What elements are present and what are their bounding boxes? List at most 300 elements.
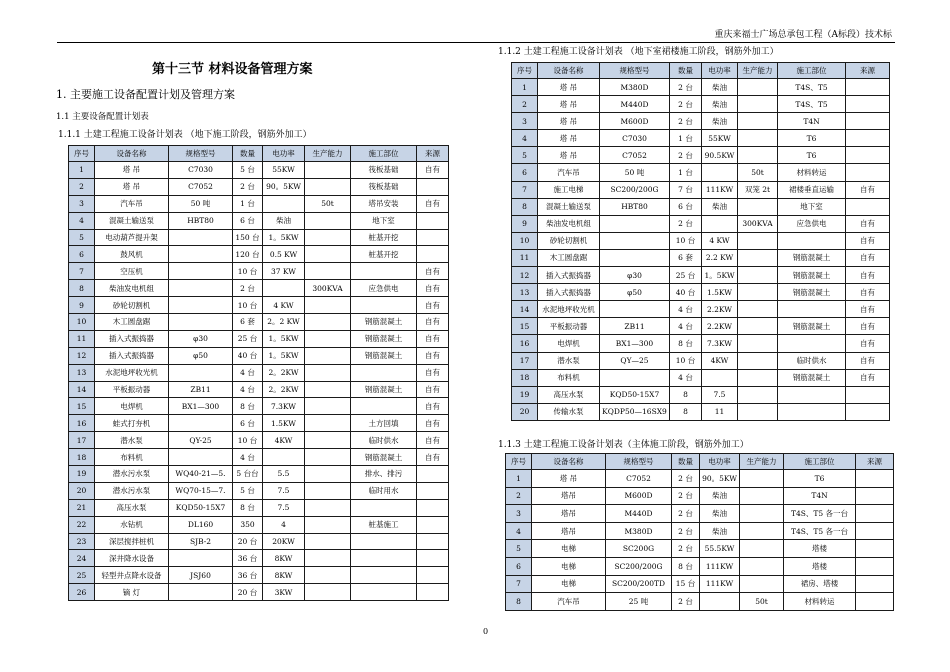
- table-cell: T4S、T5 各一台: [784, 522, 856, 540]
- table-cell: 50t: [740, 593, 784, 611]
- table-cell: 临时用水: [351, 482, 417, 499]
- table-cell: φ30: [600, 267, 670, 284]
- table-cell: ZB11: [169, 381, 233, 398]
- column-header: 设备名称: [95, 146, 169, 162]
- table-cell: [417, 550, 449, 567]
- table-cell: 钢筋混凝土: [778, 369, 846, 386]
- table-cell: 2: [69, 178, 95, 195]
- table-cell: 4 台: [670, 369, 702, 386]
- table-cell: [169, 449, 233, 466]
- table-cell: 8: [512, 198, 538, 215]
- table-cell: [305, 516, 351, 533]
- table-cell: [305, 178, 351, 195]
- table-cell: 11: [69, 330, 95, 347]
- table-cell: 50t: [738, 164, 778, 181]
- table-row: [69, 567, 449, 584]
- column-header: 序号: [506, 454, 532, 470]
- table-cell: [738, 369, 778, 386]
- table-cell: [417, 212, 449, 229]
- table-cell: 临时供水: [778, 352, 846, 369]
- table-cell: 5.5: [263, 466, 305, 483]
- table-cell: 10 台: [670, 352, 702, 369]
- equipment-table-podium: [511, 62, 890, 421]
- table-cell: 2 台: [670, 215, 702, 232]
- table-cell: 20: [69, 482, 95, 499]
- table-cell: 19: [69, 466, 95, 483]
- table-row: [506, 593, 894, 611]
- table-row: [506, 487, 894, 505]
- table-cell: 4: [69, 212, 95, 229]
- table-cell: 19: [512, 386, 538, 403]
- table-cell: 50 吨: [169, 195, 233, 212]
- table-cell: [351, 567, 417, 584]
- table-row: [69, 246, 449, 263]
- table-cell: C7052: [169, 178, 233, 195]
- table-cell: 排水、排污: [351, 466, 417, 483]
- column-header: 来源: [856, 454, 894, 470]
- table-cell: [738, 96, 778, 113]
- page-header: [0, 0, 950, 44]
- table-cell: 水钻机: [95, 516, 169, 533]
- table-cell: 4 KW: [263, 297, 305, 314]
- table-row: [69, 482, 449, 499]
- column-header: 来源: [846, 63, 890, 79]
- table-cell: 柴油发电机组: [95, 280, 169, 297]
- table-cell: 40 台: [233, 347, 263, 364]
- equipment-table-underground: [68, 145, 449, 601]
- table-cell: 塔楼: [784, 540, 856, 558]
- table-cell: 10 台: [233, 263, 263, 280]
- table-cell: 8KW: [263, 567, 305, 584]
- table-cell: [305, 314, 351, 331]
- table-cell: [740, 505, 784, 523]
- table-row: [69, 229, 449, 246]
- table-cell: 材料转运: [784, 593, 856, 611]
- table-cell: 电梯: [532, 575, 606, 593]
- table-cell: 4: [263, 516, 305, 533]
- table-cell: 6: [506, 557, 532, 575]
- table-cell: DL160: [169, 516, 233, 533]
- table-row: [512, 386, 890, 403]
- table-cell: [856, 540, 894, 558]
- table-cell: 水泥地坪收光机: [538, 301, 600, 318]
- table-cell: 26: [69, 584, 95, 601]
- table-cell: 2 台: [672, 522, 700, 540]
- table-cell: WQ40-21—5.: [169, 466, 233, 483]
- table-cell: 8: [506, 593, 532, 611]
- table-cell: 蛙式打夯机: [95, 415, 169, 432]
- table-cell: [305, 415, 351, 432]
- table-cell: 桩基开挖: [351, 246, 417, 263]
- table1-caption: 1.1.1 土建工程施工设备计划表 （地下施工阶段，钢筋外加工）: [58, 130, 312, 140]
- table-cell: 11: [702, 403, 738, 420]
- table-cell: 13: [69, 364, 95, 381]
- column-header: 设备名称: [532, 454, 606, 470]
- table-cell: 塔吊: [532, 505, 606, 523]
- table-cell: [417, 516, 449, 533]
- table-cell: 11: [512, 249, 538, 266]
- table-cell: 2 台: [670, 147, 702, 164]
- table-cell: [846, 147, 890, 164]
- table-cell: 8 台: [672, 557, 700, 575]
- table-row: [69, 499, 449, 516]
- table-cell: 16: [69, 415, 95, 432]
- table-cell: C7052: [606, 470, 672, 488]
- table-cell: 1: [69, 162, 95, 179]
- table-cell: 23: [69, 533, 95, 550]
- table-cell: 塔 吊: [538, 79, 600, 96]
- table-cell: 350: [233, 516, 263, 533]
- table-cell: [778, 335, 846, 352]
- table-cell: [740, 557, 784, 575]
- column-header: 设备名称: [538, 63, 600, 79]
- table-cell: 2 台: [672, 487, 700, 505]
- table-cell: 15: [69, 398, 95, 415]
- table-cell: 5 台: [233, 162, 263, 179]
- table-row: [69, 347, 449, 364]
- table-cell: 90.5KW: [702, 147, 738, 164]
- table-cell: [305, 449, 351, 466]
- table-cell: 2。2 KW: [263, 314, 305, 331]
- table-cell: 18: [512, 369, 538, 386]
- table-cell: 汽车吊: [532, 593, 606, 611]
- table-cell: 1。5KW: [263, 229, 305, 246]
- table-cell: T4S、T5 各一台: [784, 505, 856, 523]
- table-row: [69, 381, 449, 398]
- table-cell: C7030: [169, 162, 233, 179]
- table-cell: T6: [784, 470, 856, 488]
- column-header: 序号: [69, 146, 95, 162]
- table-row: [506, 522, 894, 540]
- table-cell: 材料转运: [778, 164, 846, 181]
- table-cell: [856, 575, 894, 593]
- table-cell: [738, 130, 778, 147]
- table-cell: 地下室: [778, 198, 846, 215]
- table-cell: 4: [512, 130, 538, 147]
- table-cell: 自有: [846, 369, 890, 386]
- table-cell: 自有: [417, 195, 449, 212]
- table-cell: KQDP50—16SX9: [600, 403, 670, 420]
- table-cell: 空压机: [95, 263, 169, 280]
- table-cell: 18: [69, 449, 95, 466]
- table-cell: 塔 吊: [95, 162, 169, 179]
- table-cell: 2.2 KW: [702, 249, 738, 266]
- table-row: [69, 212, 449, 229]
- table-cell: [740, 522, 784, 540]
- table-cell: 8KW: [263, 550, 305, 567]
- table-cell: [263, 449, 305, 466]
- table-cell: [305, 466, 351, 483]
- table-cell: 8: [670, 386, 702, 403]
- table-cell: 自有: [417, 449, 449, 466]
- table-cell: 6 套: [670, 249, 702, 266]
- table-cell: 木工圆盘踞: [538, 249, 600, 266]
- table-cell: [778, 301, 846, 318]
- column-header: 生产能力: [740, 454, 784, 470]
- table-cell: 潜水污水泵: [95, 466, 169, 483]
- table-cell: 镝 灯: [95, 584, 169, 601]
- table-cell: [600, 232, 670, 249]
- table-cell: [846, 403, 890, 420]
- table-row: [69, 415, 449, 432]
- table-cell: 120 台: [233, 246, 263, 263]
- table-cell: T6: [778, 130, 846, 147]
- table-cell: [417, 482, 449, 499]
- table-cell: [305, 482, 351, 499]
- table-cell: 10: [69, 314, 95, 331]
- table-cell: 潜水泵: [95, 432, 169, 449]
- table-cell: SC200G: [606, 540, 672, 558]
- table-cell: [351, 550, 417, 567]
- table-cell: 木工圆盘踞: [95, 314, 169, 331]
- table-cell: 潜水泵: [538, 352, 600, 369]
- table-cell: 自有: [417, 381, 449, 398]
- table-cell: 20: [512, 403, 538, 420]
- table-cell: M380D: [600, 79, 670, 96]
- table-cell: 自有: [417, 297, 449, 314]
- section-title: 第十三节 材料设备管理方案: [152, 62, 313, 77]
- table-cell: 自有: [846, 181, 890, 198]
- table-cell: 111KW: [700, 557, 740, 575]
- column-header: 生产能力: [305, 146, 351, 162]
- table-cell: [169, 246, 233, 263]
- table-cell: M600D: [600, 113, 670, 130]
- table-cell: 钢筋混凝土: [351, 330, 417, 347]
- table-cell: 1: [512, 79, 538, 96]
- table-row: [69, 263, 449, 280]
- table-cell: 7: [506, 575, 532, 593]
- table-cell: 1.5KW: [263, 415, 305, 432]
- table-cell: [738, 352, 778, 369]
- table-cell: 自有: [417, 347, 449, 364]
- table-cell: HBT80: [169, 212, 233, 229]
- table-cell: [740, 540, 784, 558]
- table-cell: 钢筋混凝土: [351, 347, 417, 364]
- table-cell: φ30: [169, 330, 233, 347]
- table-cell: C7030: [600, 130, 670, 147]
- table-cell: [856, 593, 894, 611]
- table-cell: 4 台: [233, 364, 263, 381]
- table-cell: SC200/200TD: [606, 575, 672, 593]
- table-cell: 自有: [846, 352, 890, 369]
- table-row: [69, 533, 449, 550]
- table-cell: 深井降水设备: [95, 550, 169, 567]
- table-cell: 自有: [846, 318, 890, 335]
- table-cell: 4: [506, 522, 532, 540]
- table-cell: 7.3KW: [702, 335, 738, 352]
- table-cell: [738, 232, 778, 249]
- table-cell: 55KW: [702, 130, 738, 147]
- table-cell: [856, 557, 894, 575]
- table-cell: 7.5: [263, 499, 305, 516]
- table-cell: 自有: [846, 284, 890, 301]
- table-cell: [305, 550, 351, 567]
- table-cell: 电动葫芦提升架: [95, 229, 169, 246]
- table-cell: 电梯: [532, 557, 606, 575]
- column-header: 规格型号: [600, 63, 670, 79]
- column-header: 数量: [670, 63, 702, 79]
- table-cell: [846, 79, 890, 96]
- column-header: 数量: [233, 146, 263, 162]
- table-cell: φ50: [169, 347, 233, 364]
- table-cell: 裙房、塔楼: [784, 575, 856, 593]
- table-cell: 自有: [417, 162, 449, 179]
- table-cell: 5: [69, 229, 95, 246]
- table-cell: 筏板基础: [351, 178, 417, 195]
- table-cell: 300KVA: [738, 215, 778, 232]
- table-cell: 14: [512, 301, 538, 318]
- table-cell: 5: [506, 540, 532, 558]
- table-cell: 1。5KW: [263, 347, 305, 364]
- table-cell: 塔 吊: [95, 178, 169, 195]
- table-cell: 7.3KW: [263, 398, 305, 415]
- table-cell: [778, 232, 846, 249]
- table-cell: 1 台: [670, 130, 702, 147]
- table-cell: 25: [69, 567, 95, 584]
- table-cell: [740, 575, 784, 593]
- table-cell: M600D: [606, 487, 672, 505]
- table-cell: 25 台: [233, 330, 263, 347]
- table-cell: [417, 567, 449, 584]
- table-cell: QY—25: [600, 352, 670, 369]
- table-cell: 轻型井点降水设备: [95, 567, 169, 584]
- table-cell: [305, 567, 351, 584]
- table-row: [512, 301, 890, 318]
- table-cell: [738, 249, 778, 266]
- table-cell: 40 台: [670, 284, 702, 301]
- table-cell: [846, 130, 890, 147]
- table-cell: [600, 249, 670, 266]
- table-cell: 25 台: [670, 267, 702, 284]
- table-cell: T4S、T5: [778, 79, 846, 96]
- table-cell: [263, 280, 305, 297]
- table-cell: 柴油: [700, 487, 740, 505]
- table-cell: 2: [506, 487, 532, 505]
- heading-1-1: 1.1 主要设备配置计划表: [56, 112, 149, 122]
- table-cell: 塔吊安装: [351, 195, 417, 212]
- table-cell: 塔 吊: [538, 113, 600, 130]
- table-row: [512, 215, 890, 232]
- table-cell: [600, 369, 670, 386]
- table-cell: 自有: [417, 330, 449, 347]
- table-row: [512, 198, 890, 215]
- table-cell: 10 台: [670, 232, 702, 249]
- table-cell: 7 台: [670, 181, 702, 198]
- table-row: [69, 280, 449, 297]
- table-cell: BX1—300: [169, 398, 233, 415]
- table-cell: 插入式振捣器: [538, 284, 600, 301]
- table-cell: 5 台: [233, 482, 263, 499]
- table-cell: [417, 246, 449, 263]
- table-cell: [305, 347, 351, 364]
- table-cell: SJB-2: [169, 533, 233, 550]
- table-cell: 自有: [846, 335, 890, 352]
- table-cell: 桩基施工: [351, 516, 417, 533]
- table-cell: 7.5: [263, 482, 305, 499]
- table-cell: 7: [512, 181, 538, 198]
- table-cell: [600, 215, 670, 232]
- table-cell: 17: [69, 432, 95, 449]
- table-cell: [417, 533, 449, 550]
- table-row: [512, 284, 890, 301]
- table-cell: 塔楼: [784, 557, 856, 575]
- column-header: 序号: [512, 63, 538, 79]
- table-cell: [702, 164, 738, 181]
- table-cell: [417, 499, 449, 516]
- table-cell: M440D: [606, 505, 672, 523]
- table-cell: 自有: [417, 398, 449, 415]
- table-cell: 自有: [846, 267, 890, 284]
- table-cell: 9: [512, 215, 538, 232]
- table-cell: [169, 229, 233, 246]
- table-cell: [738, 403, 778, 420]
- document-title: 重庆来福士广场总承包工程（A标段）技术标: [714, 30, 892, 40]
- table-cell: WQ70-15—7.: [169, 482, 233, 499]
- table-cell: [738, 79, 778, 96]
- table-cell: C7052: [600, 147, 670, 164]
- table-cell: 20 台: [233, 584, 263, 601]
- table-cell: 37 KW: [263, 263, 305, 280]
- table-cell: [417, 584, 449, 601]
- table-cell: 1。5KW: [263, 330, 305, 347]
- table-cell: 高压水泵: [538, 386, 600, 403]
- page-number: 0: [483, 627, 489, 636]
- table-cell: [351, 297, 417, 314]
- table-cell: [169, 550, 233, 567]
- table-cell: 应急供电: [778, 215, 846, 232]
- table-cell: [856, 470, 894, 488]
- table-row: [69, 550, 449, 567]
- table-cell: [351, 398, 417, 415]
- table-cell: [600, 301, 670, 318]
- table-cell: 自有: [846, 215, 890, 232]
- table-cell: 自有: [417, 263, 449, 280]
- table-cell: 钢筋混凝土: [778, 318, 846, 335]
- table-cell: [846, 96, 890, 113]
- table-cell: 应急供电: [351, 280, 417, 297]
- table-cell: [305, 584, 351, 601]
- table-cell: 布料机: [538, 369, 600, 386]
- table-cell: [305, 162, 351, 179]
- table-row: [512, 267, 890, 284]
- table-cell: [846, 113, 890, 130]
- table-cell: [778, 386, 846, 403]
- table-cell: [702, 215, 738, 232]
- table-row: [69, 195, 449, 212]
- table-row: [512, 352, 890, 369]
- table-cell: 2 台: [670, 79, 702, 96]
- table-cell: 4 台: [233, 449, 263, 466]
- heading-1: 1. 主要施工设备配置计划及管理方案: [56, 88, 235, 101]
- table-cell: [846, 164, 890, 181]
- table-cell: 插入式振捣器: [95, 330, 169, 347]
- table-cell: 8 台: [233, 398, 263, 415]
- table-row: [512, 130, 890, 147]
- table-cell: 自有: [846, 301, 890, 318]
- table-cell: 塔吊: [532, 487, 606, 505]
- table-cell: 8 台: [233, 499, 263, 516]
- table-row: [506, 505, 894, 523]
- table-row: [69, 516, 449, 533]
- table-row: [69, 398, 449, 415]
- table-cell: 2 台: [672, 470, 700, 488]
- table-row: [512, 249, 890, 266]
- table-cell: [738, 386, 778, 403]
- table-cell: [738, 267, 778, 284]
- table-cell: [417, 229, 449, 246]
- table-cell: 裙楼垂直运输: [778, 181, 846, 198]
- table-cell: 筏板基础: [351, 162, 417, 179]
